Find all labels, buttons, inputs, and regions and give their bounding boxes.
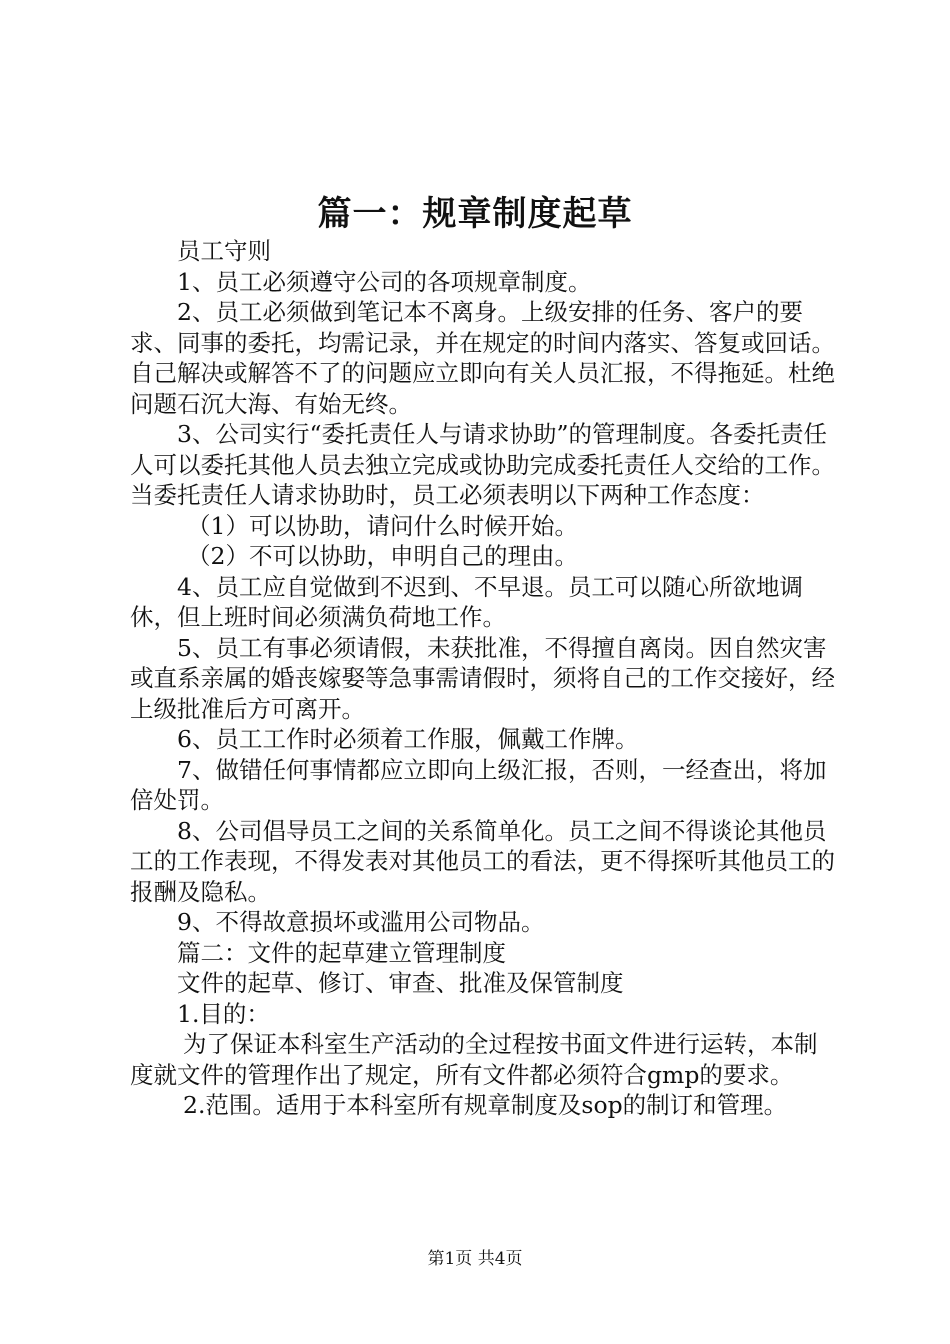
page-title: 篇一：规章制度起草 <box>317 194 633 234</box>
paragraph-rule-4: 4、员工应自觉做到不迟到、不早退。员工可以随心所欲地调休，但上班时间必须满负荷地工作。 <box>130 572 803 631</box>
paragraph-rule-2: 2、员工必须做到笔记本不离身。上级安排的任务、客户的要求、同事的委托，均需记录，并在规定的时间内落实、答复或回话。自己解决或解答不了的问题应立即向有关人员汇报，不得拖延。杜绝问题石沉大海、有始无终。 <box>130 298 835 418</box>
paragraph-rule-3-option-1: （1）可以协助，请问什么时候开始。 <box>187 511 578 540</box>
page-footer: 第1页 共4页 <box>427 1249 523 1269</box>
paragraph-rule-3-option-2: （2）不可以协助，申明自己的理由。 <box>187 542 578 570</box>
paragraph-rule-3: 3、公司实行“委托责任人与请求协助”的管理制度。各委托责任人可以委托其他人员去独立完成或协助完成委托责任人交给的工作。当委托责任人请求协助时，员工必须表明以下两种工作态度： <box>130 420 835 509</box>
paragraph-purpose-text: 为了保证本科室生产活动的全过程按书面文件进行运转，本制度就文件的管理作出了规定，所有文件都必须符合gmp的要求。 <box>130 1030 818 1089</box>
paragraph-heading: 员工守则 <box>177 237 271 265</box>
paragraph-scope: 2.范围。适用于本科室所有规章制度及sop的制订和管理。 <box>183 1091 788 1119</box>
paragraph-rule-6: 6、员工工作时必须着工作服，佩戴工作牌。 <box>177 725 639 753</box>
document-body <box>130 236 835 1121</box>
paragraph-rule-8: 8、公司倡导员工之间的关系简单化。员工之间不得谈论其他员工的工作表现，不得发表对其他员工的看法，更不得探听其他员工的报酬及隐私。 <box>130 816 835 906</box>
paragraph-section-2-title: 篇二：文件的起草建立管理制度 <box>177 938 506 967</box>
paragraph-rule-1: 1、员工必须遵守公司的各项规章制度。 <box>177 267 592 296</box>
paragraph-rule-7: 7、做错任何事情都应立即向上级汇报，否则，一经查出，将加倍处罚。 <box>130 755 827 814</box>
paragraph-section-2-subtitle: 文件的起草、修订、审查、批准及保管制度 <box>177 969 624 997</box>
paragraph-rule-5: 5、员工有事必须请假，未获批准，不得擅自离岗。因自然灾害或直系亲属的婚丧嫁娶等急事需请假时，须将自己的工作交接好，经上级批准后方可离开。 <box>130 633 835 723</box>
paragraph-purpose-heading: 1.目的： <box>177 999 270 1028</box>
paragraph-rule-9: 9、不得故意损坏或滥用公司物品。 <box>177 908 545 936</box>
